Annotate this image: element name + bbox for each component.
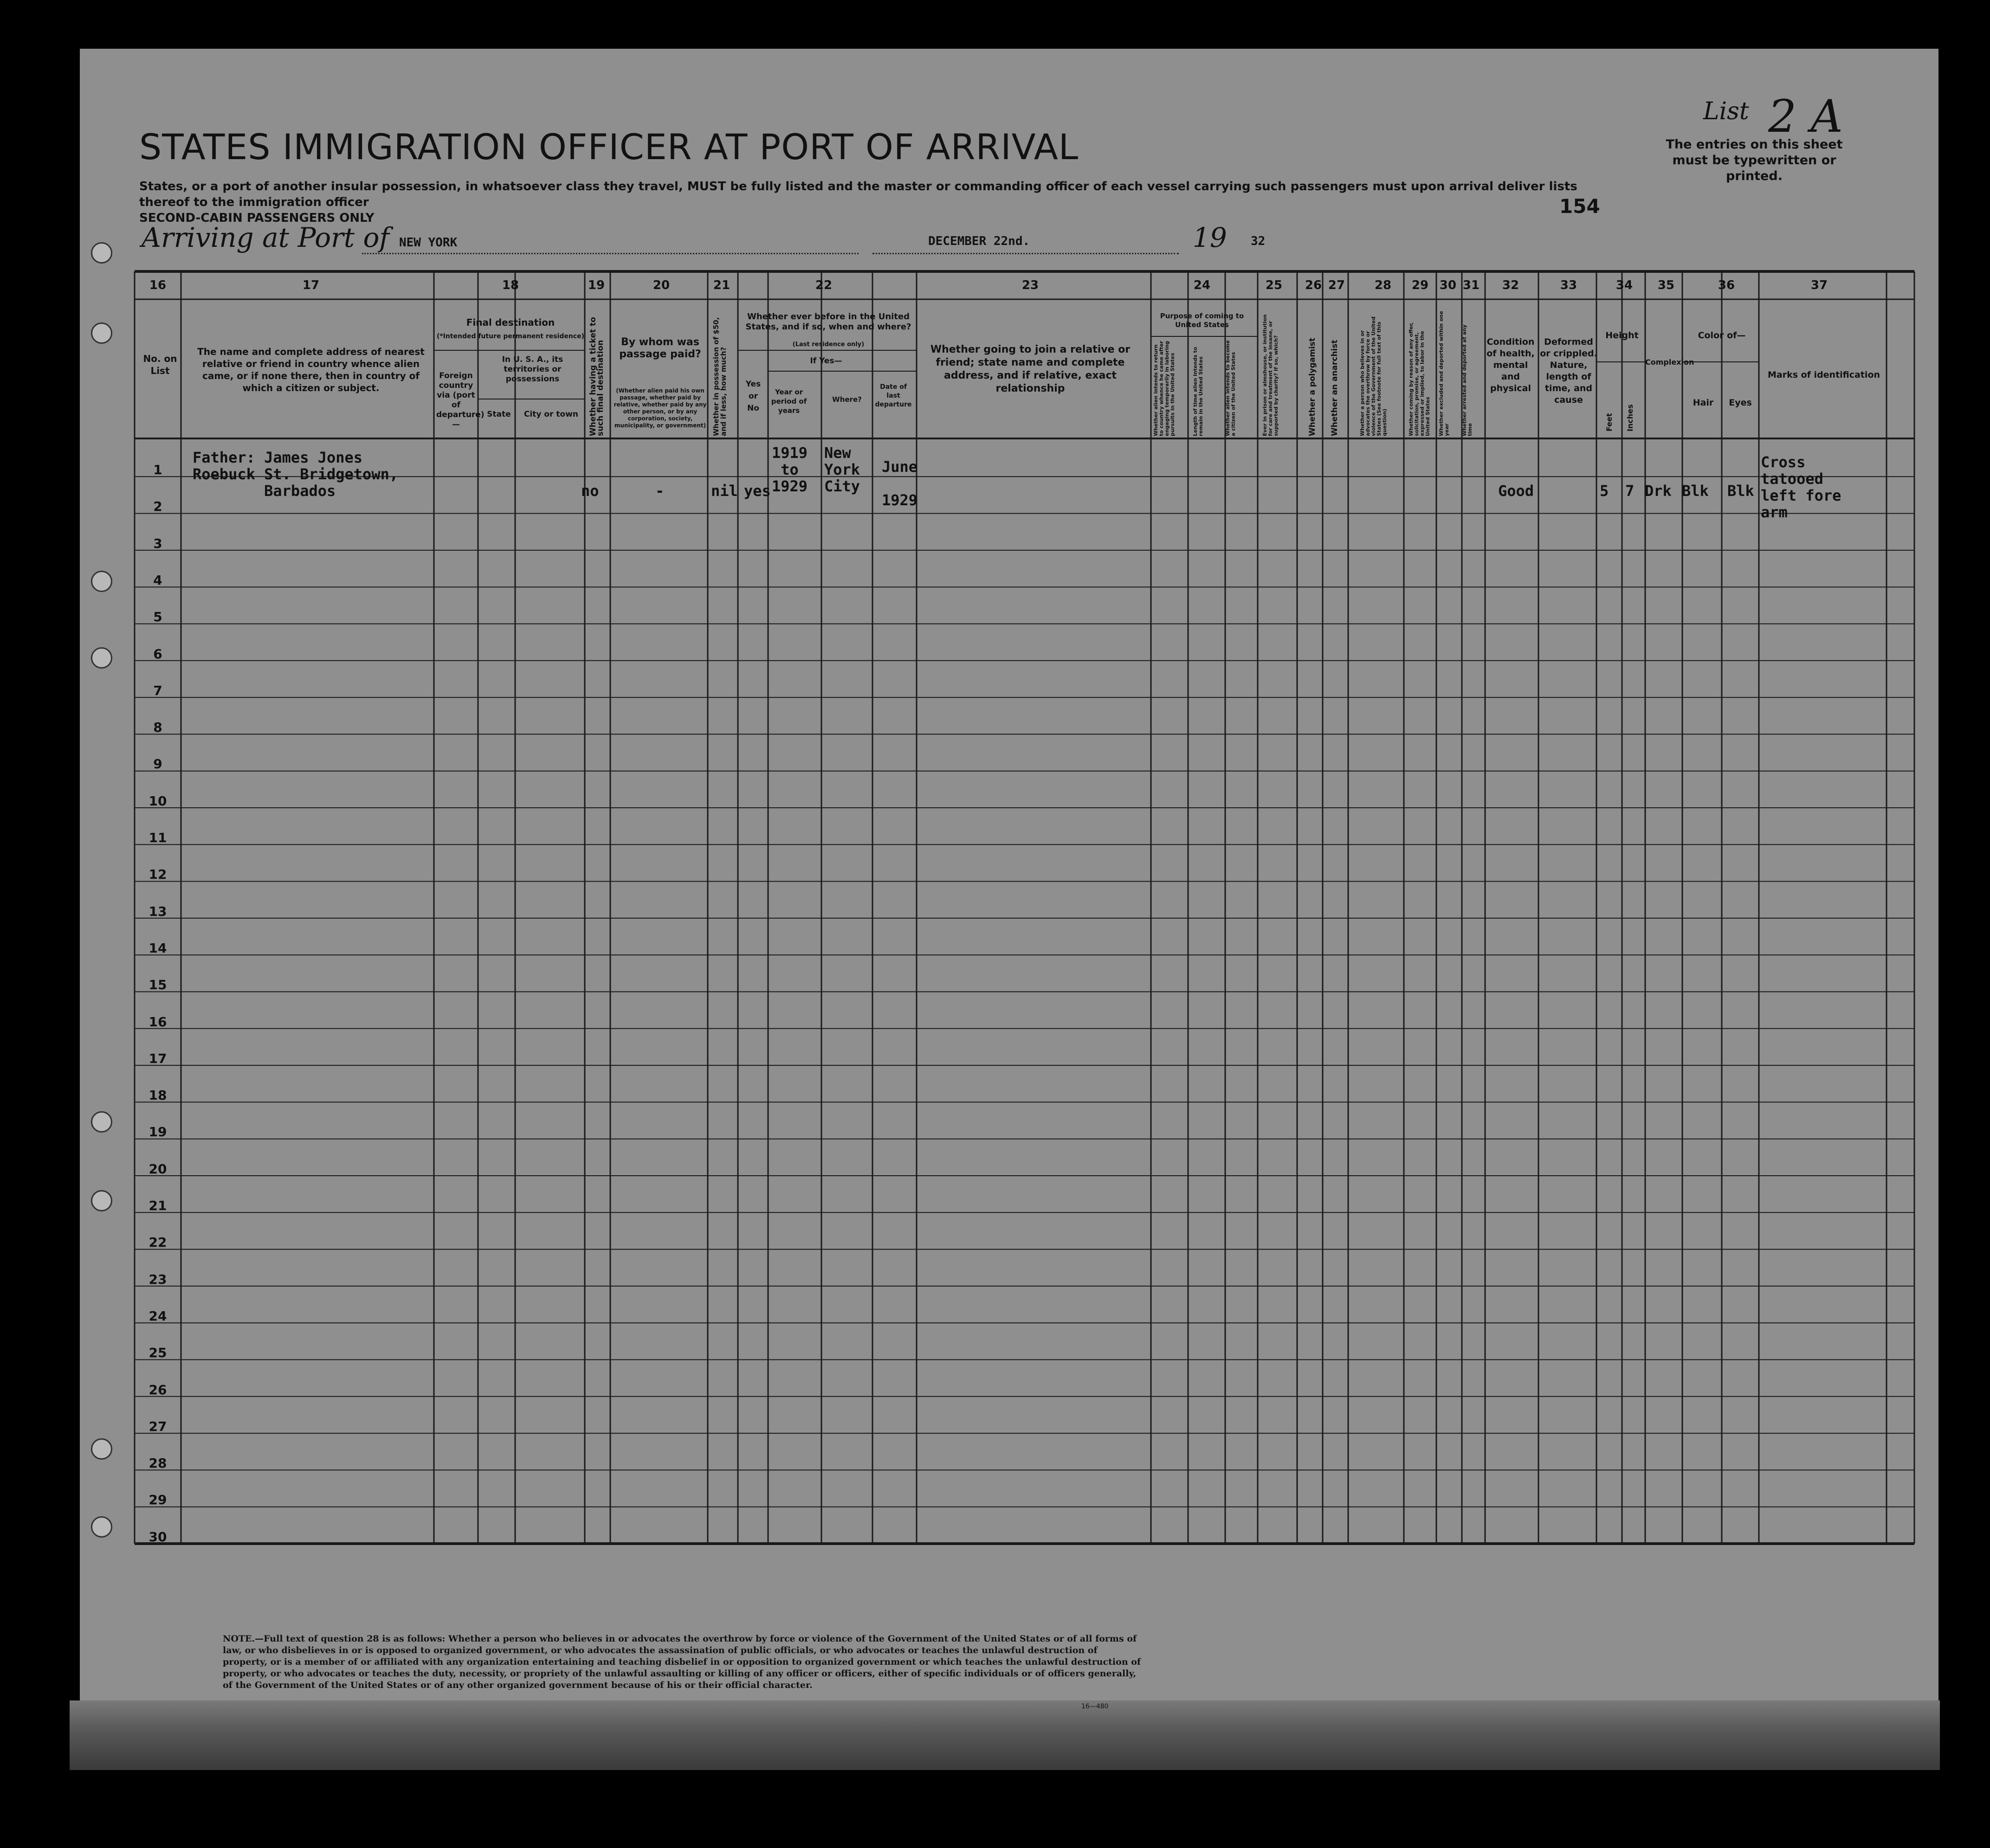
form-code: 16—480: [1081, 1703, 1109, 1710]
hdr-eyes: Eyes: [1729, 398, 1752, 408]
hdr-city: City or town: [523, 410, 579, 419]
hdr-purpose-a: Whether alien intends to return to country whence he came after engaging temporarily in laboring pursuits in the United States: [1153, 341, 1176, 436]
footnote: NOTE.—Full text of question 28 is as follows: Whether a person who believes in or advocates the overthrow by force or violence of the Government of the United States or of all forms of law, or who disbelieves in or is opposed to organized government, or who advocates the assassination of public officials, or who advocates or teaches the unlawful destruction of property, or is a member of or affiliated with any organization entertaining and teaching disbelief in or opposition to organized government or which teaches the unlawful destruction of property, or who advocates or teaches the duty, necessity, or propriety of the unlawful assaulting or killing of any officer or officers, either of specific individuals or of officers generally, of the Government of the United States or of any other organized government because of his or their official character.: [223, 1634, 1141, 1690]
hdr-polygamist: Whether a polygamist: [1308, 337, 1317, 436]
col-num-33: 33: [1560, 278, 1577, 292]
row-number: 18: [149, 1088, 167, 1103]
col-num-35: 35: [1657, 278, 1675, 292]
punch-hole: [91, 322, 112, 344]
hdr-q31: Whether arrested and deported at any time: [1461, 324, 1473, 436]
row-number: 29: [149, 1492, 167, 1508]
hdr-ticket: Whether having a ticket to such final destination: [588, 317, 605, 436]
punch-hole: [91, 1190, 112, 1211]
entry-money: nil: [711, 482, 738, 500]
hdr-where: Where?: [832, 395, 862, 404]
year-suffix: 32: [1251, 234, 1266, 248]
hdr-hair: Hair: [1693, 398, 1714, 408]
col-num-21: 21: [713, 278, 730, 292]
col-num-19: 19: [588, 278, 605, 292]
hdr-condition: Condition of health, mental and physical: [1486, 337, 1535, 393]
entry-years: 1919 to 1929: [772, 444, 808, 495]
row-number: 16: [149, 1014, 167, 1030]
row-number: 8: [153, 720, 162, 735]
col-num-17: 17: [302, 278, 320, 292]
entry-where: New York City: [824, 444, 860, 495]
hdr-date-last-departure: Date of last departure: [875, 383, 912, 408]
entry-feet: 5: [1600, 482, 1609, 500]
entry-complexion: Drk: [1645, 482, 1672, 500]
col-num-22: 22: [815, 278, 833, 292]
hdr-q29: Whether coming by reason of any offer, solicitation, promise, or agreement, expressed or implied, to labor in the United States: [1408, 322, 1431, 436]
hdr-complexion: Complexion: [1645, 358, 1694, 367]
col-num-30: 30: [1439, 278, 1457, 292]
hdr-height: Height: [1605, 330, 1639, 341]
row-number: 4: [153, 572, 162, 588]
list-note: The entries on this sheet must be typewritten or printed.: [1666, 137, 1843, 183]
row-number: 24: [149, 1308, 167, 1324]
row-number: 17: [149, 1050, 167, 1066]
col-num-18: 18: [502, 278, 519, 292]
punch-hole: [91, 1516, 112, 1538]
entry-before: yes: [744, 482, 771, 500]
col-num-37: 37: [1810, 278, 1828, 292]
row-number: 21: [149, 1198, 167, 1213]
punch-hole: [91, 647, 112, 669]
row-number: 26: [149, 1382, 167, 1397]
entry-hair: Blk: [1682, 482, 1709, 500]
hdr-passage-paid: By whom was passage paid?: [619, 336, 701, 360]
hdr-marks: Marks of identification: [1767, 370, 1880, 380]
row-number: 1: [153, 462, 162, 477]
row-number: 12: [149, 867, 167, 882]
hdr-before-us: Whether ever before in the United States, and if so, when and where?: [745, 312, 911, 332]
hdr-yes-or-no: Yes or No: [745, 380, 761, 413]
row-number: 30: [149, 1529, 167, 1545]
col-num-36: 36: [1718, 278, 1735, 292]
hdr-purpose: Purpose of coming to United States: [1160, 312, 1244, 329]
hdr-if-yes: If Yes—: [810, 356, 842, 366]
hdr-purpose-b: Length of time alien intends to remain in the United States: [1192, 347, 1204, 436]
row-number: 15: [149, 977, 167, 993]
row-number: 19: [149, 1124, 167, 1140]
row-number: 22: [149, 1235, 167, 1250]
hdr-fifty-dollars: Whether in possession of $50, and if less, how much?: [712, 317, 728, 436]
col-num-28: 28: [1374, 278, 1392, 292]
col-num-29: 29: [1411, 278, 1429, 292]
list-label: List: [1703, 97, 1749, 125]
row-number: 25: [149, 1345, 167, 1361]
hdr-anarchist: Whether an anarchist: [1330, 340, 1339, 436]
hdr-purpose-c: Whether alien intends to become a citizen of the United States: [1225, 340, 1236, 436]
col-num-34: 34: [1615, 278, 1633, 292]
hdr-final-destination: Final destination: [466, 317, 555, 328]
hdr-no-on-list: No. on List: [143, 353, 177, 376]
hdr-year-period: Year or period of years: [771, 388, 807, 415]
hdr-before-us-note: (Last residence only): [792, 341, 865, 348]
hdr-prison: Ever in prison or almshouse, or institution for care and treatment of the insane, or supported by charity? If so, which?: [1262, 314, 1279, 436]
entry-inches: 7: [1625, 482, 1635, 500]
entry-passage: -: [655, 482, 665, 500]
year-prefix: 19: [1193, 222, 1227, 253]
hdr-q30: Whether excluded and deported within one year: [1438, 311, 1450, 436]
hdr-feet: Feet: [1605, 413, 1614, 431]
entry-eyes: Blk: [1727, 482, 1754, 500]
hdr-final-destination-note: (*Intended future permanent residence): [436, 333, 585, 340]
hdr-q28: Whether a person who believes in or advocates the overthrow by force or violence of the Government of the United States (See footnote for full text of this question): [1359, 316, 1388, 436]
entry-departure: June 1929: [882, 458, 918, 509]
hdr-passage-note: (Whether alien paid his own passage, whether paid by relative, whether paid by any other person, or by any corporation, society, municipality, or government): [614, 387, 707, 429]
port-label: Arriving at Port of: [142, 222, 389, 253]
row-number: 23: [149, 1271, 167, 1287]
punch-hole: [91, 242, 112, 264]
col-num-25: 25: [1265, 278, 1283, 292]
subtitle-text: States, or a port of another insular possession, in whatsoever class they travel, MUST be fully listed and the master or commanding officer of each vessel carrying such passengers must upon arrival deliver lists thereof to the immigration officer: [139, 180, 1577, 209]
col-num-16: 16: [149, 278, 167, 292]
punch-hole: [91, 1438, 112, 1460]
hdr-state: State: [487, 410, 511, 419]
col-num-31: 31: [1462, 278, 1480, 292]
col-num-26: 26: [1305, 278, 1322, 292]
sheet-number: 154: [1559, 195, 1600, 218]
row-number: 5: [153, 609, 162, 625]
entry-health: Good: [1498, 482, 1534, 500]
col-num-20: 20: [653, 278, 670, 292]
punch-hole: [91, 571, 112, 592]
row-number: 11: [149, 830, 167, 845]
row-number: 28: [149, 1455, 167, 1471]
list-number: 2 A: [1768, 90, 1843, 142]
hdr-nearest-relative: The name and complete address of nearest relative or friend in country whence alien came, or if none there, then in country of which a citizen or subject.: [197, 346, 425, 393]
row-number: 9: [153, 756, 162, 772]
row-number: 20: [149, 1161, 167, 1177]
entry-marks: Cross tatooed left fore arm: [1761, 453, 1841, 521]
row-number: 10: [149, 793, 167, 809]
row-number: 7: [153, 683, 162, 698]
col-num-24: 24: [1193, 278, 1211, 292]
hdr-in-usa: In U. S. A., its territories or possessions: [502, 355, 563, 384]
row-number: 27: [149, 1418, 167, 1434]
page-title: STATES IMMIGRATION OFFICER AT PORT OF ARRIVAL: [139, 126, 1079, 167]
hdr-foreign-country: Foreign country via (port of departure)—: [436, 371, 485, 429]
row-number: 6: [153, 646, 162, 662]
hdr-inches: Inches: [1626, 404, 1635, 431]
entry-relative: Father: James Jones Roebuck St. Bridgetown, Barbados: [193, 449, 399, 500]
class-line: SECOND-CABIN PASSENGERS ONLY: [139, 211, 375, 225]
hdr-color-of: Color of—: [1698, 330, 1746, 341]
row-number: 3: [153, 535, 162, 551]
hdr-joining-relative: Whether going to join a relative or friend; state name and complete address, and if relative, exact relationship: [930, 344, 1131, 394]
date-value: DECEMBER 22nd.: [928, 234, 1030, 248]
col-num-23: 23: [1021, 278, 1039, 292]
entry-ticket: no: [581, 482, 599, 500]
row-number: 14: [149, 940, 167, 956]
col-num-27: 27: [1328, 278, 1345, 292]
col-num-32: 32: [1502, 278, 1519, 292]
port-value: NEW YORK: [399, 236, 458, 250]
punch-hole: [91, 1111, 112, 1133]
row-number: 2: [153, 499, 162, 515]
row-number: 13: [149, 903, 167, 919]
hdr-deformed: Deformed or crippled. Nature, length of time, and cause: [1540, 337, 1597, 405]
